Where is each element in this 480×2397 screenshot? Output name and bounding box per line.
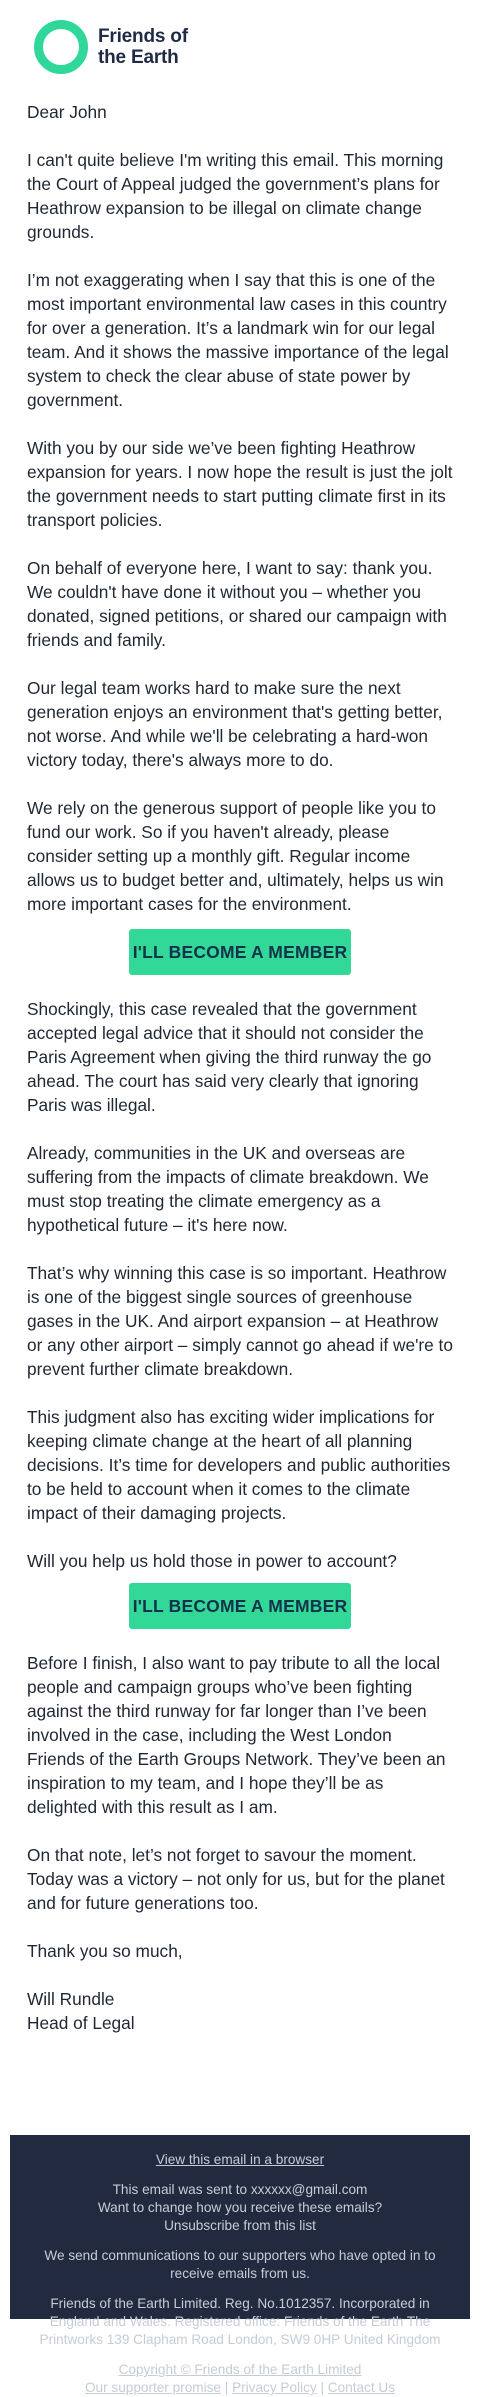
body-paragraph: Our legal team works hard to make sure the next generation enjoys an environment that's getting better, not worse. And while we'll be celebrating a hard-won victory today, there's always more to do. — [27, 678, 443, 770]
signature — [27, 1987, 453, 2035]
email-body — [0, 100, 480, 2035]
body-paragraph: I can't quite believe I'm writing this email. This morning the Court of Appeal judged the government’s plans for Heathrow expansion to be illegal on climate change grounds. — [27, 150, 444, 242]
legal-text: Friends of the Earth Limited. Reg. No.1012357. Incorporated in England and Wales. Registered office: Friends of the Earth The Printworks 139 Clapham Road London, SW9 0HP United Kingdom — [39, 2296, 441, 2347]
brand-logo[interactable] — [34, 20, 188, 74]
supporter-promise-link[interactable]: Our supporter promise — [84, 2380, 221, 2395]
become-member-button[interactable]: I'LL BECOME A MEMBER — [129, 929, 351, 975]
body-paragraph: Before I finish, I also want to pay tribute to all the local people and campaign groups who’ve been fighting against the third runway for far longer than I’ve been involved in the case, including the West London Friends of the Earth Groups Network. They’ve been an inspiration to my team, and I hope they’ll be as delighted with this result as I am. — [27, 1653, 446, 1817]
privacy-policy-link[interactable]: Privacy Policy — [232, 2380, 317, 2395]
body-paragraph: On that note, let’s not forget to savour the moment. Today was a victory – not only for us, but for the planet and for future generations too. — [27, 1845, 445, 1913]
contact-us-link[interactable]: Contact Us — [327, 2380, 396, 2395]
change-prefs-link[interactable]: Want to change how you receive these emails? — [97, 2200, 383, 2215]
cta-container — [27, 929, 453, 975]
body-paragraph: We rely on the generous support of people like you to fund our work. So if you haven't already, please consider setting up a monthly gift. Regular income allows us to budget better and, ultimately, helps us win more important cases for the environment. — [27, 798, 444, 914]
separator: | — [320, 2380, 324, 2395]
email-footer — [10, 2135, 470, 2395]
body-paragraph: Shockingly, this case revealed that the government accepted legal advice that it should not consider the Paris Agreement when giving the third runway the go ahead. The court has said very clearly that ignoring Paris was illegal. — [27, 999, 432, 1115]
signature-title: Head of Legal — [27, 2013, 135, 2033]
separator: | — [224, 2380, 229, 2395]
become-member-button[interactable]: I'LL BECOME A MEMBER — [129, 1583, 351, 1629]
copyright-link[interactable]: Copyright © Friends of the Earth Limited — [118, 2362, 362, 2377]
body-paragraph: Will you help us hold those in power to account? — [27, 1551, 397, 1571]
footer-links — [32, 2379, 448, 2397]
logo-ring-icon — [34, 20, 88, 74]
sign-off: Thank you so much, — [27, 1941, 183, 1961]
body-paragraph: Already, communities in the UK and overseas are suffering from the impacts of climate breakdown. We must stop treating the climate emergency as a hypothetical future – it's here now. — [27, 1143, 429, 1235]
body-paragraph: I’m not exaggerating when I say that this is one of the most important environmental law cases in this country for over a generation. It’s a landmark win for our legal team. And it shows the massive importance of the legal system to check the clear abuse of state power by government. — [27, 270, 449, 410]
body-paragraph: On behalf of everyone here, I want to say: thank you. We couldn't have done it without you – whether you donated, signed petitions, or shared our campaign with friends and family. — [27, 558, 447, 650]
signature-name: Will Rundle — [27, 1989, 115, 2009]
greeting: Dear John — [27, 102, 107, 122]
opt-in-note: We send communications to our supporters who have opted in to receive emails from us. — [44, 2248, 436, 2281]
brand-name — [98, 26, 188, 68]
email-header — [0, 0, 480, 100]
body-paragraph: With you by our side we’ve been fighting Heathrow expansion for years. I now hope the result is just the jolt the government needs to start putting climate first in its transport policies. — [27, 438, 453, 530]
body-paragraph: This judgment also has exciting wider implications for keeping climate change at the heart of all planning decisions. It’s time for developers and public authorities to be held to account when it comes to the climate impact of their damaging projects. — [27, 1407, 451, 1523]
body-paragraph: That’s why winning this case is so important. Heathrow is one of the biggest single sources of greenhouse gases in the UK. And airport expansion – at Heathrow or any other airport – simply cannot go ahead if we're to prevent further climate breakdown. — [27, 1263, 453, 1379]
sent-to-text: This email was sent to xxxxxx@gmail.com — [112, 2182, 368, 2197]
view-in-browser-link[interactable]: View this email in a browser — [155, 2152, 325, 2167]
brand-name-line1: Friends of — [98, 26, 188, 47]
unsubscribe-link[interactable]: Unsubscribe from this list — [164, 2218, 316, 2233]
cta-container — [27, 1583, 453, 1629]
brand-name-line2: the Earth — [98, 47, 179, 68]
